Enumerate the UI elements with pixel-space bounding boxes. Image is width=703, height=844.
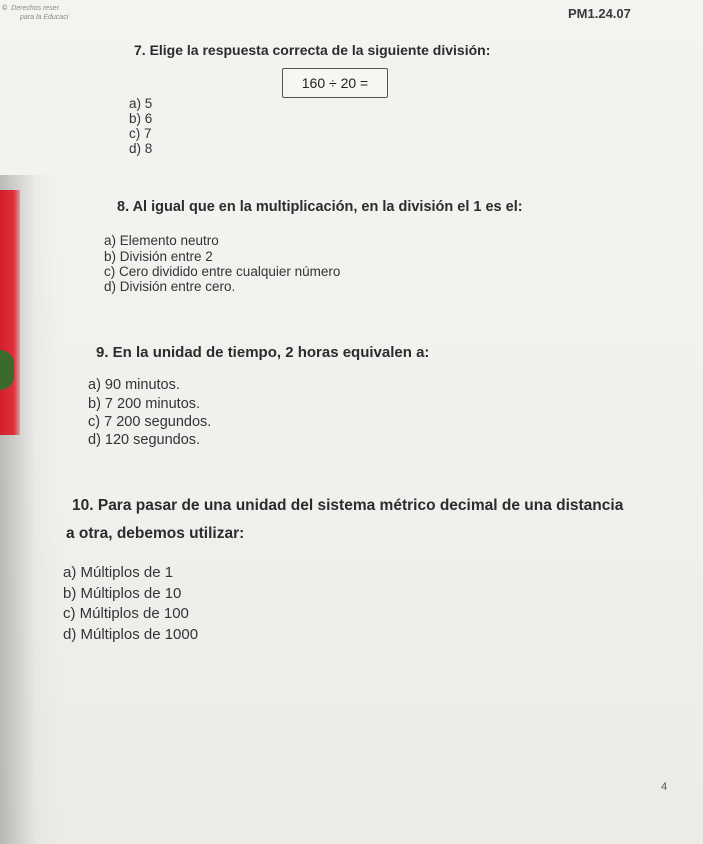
question-10-title-line-2: a otra, debemos utilizar: xyxy=(66,525,245,542)
q9-option-d: d) 120 segundos. xyxy=(88,432,201,448)
question-8-title: 8. Al igual que en la multiplicación, en la división el 1 es el: xyxy=(117,199,523,215)
stamp-line-2: para la Educaci xyxy=(20,14,69,21)
page-number: 4 xyxy=(661,781,668,793)
q9-option-c: c) 7 200 segundos. xyxy=(88,414,212,430)
red-background-object xyxy=(0,190,20,435)
question-9-title: 9. En la unidad de tiempo, 2 horas equivalen a: xyxy=(96,344,430,361)
copyright-stamp xyxy=(2,4,68,22)
q10-option-d: d) Múltiplos de 1000 xyxy=(63,626,199,643)
q10-option-c: c) Múltiplos de 100 xyxy=(63,605,189,622)
q8-option-a: a) Elemento neutro xyxy=(104,233,219,248)
q7-option-a: a) 5 xyxy=(129,96,153,111)
q10-option-a: a) Múltiplos de 1 xyxy=(63,564,174,581)
q8-option-b: b) División entre 2 xyxy=(104,249,213,264)
q9-option-b: b) 7 200 minutos. xyxy=(88,396,201,412)
question-7-title: 7. Elige la respuesta correcta de la siguiente división: xyxy=(134,42,491,58)
q10-option-b: b) Múltiplos de 10 xyxy=(63,585,182,602)
question-10-title-line-1: 10. Para pasar de una unidad del sistema métrico decimal de una distancia xyxy=(72,497,624,514)
q8-option-d: d) División entre cero. xyxy=(104,279,236,294)
q7-option-d: d) 8 xyxy=(129,141,153,156)
q7-option-b: b) 6 xyxy=(129,111,153,126)
q9-option-a: a) 90 minutos. xyxy=(88,377,180,393)
division-formula-box: 160 ÷ 20 = xyxy=(282,68,388,98)
stamp-line-1: Derechos reser xyxy=(11,5,60,12)
q7-option-c: c) 7 xyxy=(129,126,152,141)
q8-option-c: c) Cero dividido entre cualquier número xyxy=(104,264,341,279)
document-code: PM1.24.07 xyxy=(568,6,631,21)
copyright-icon: © xyxy=(2,5,8,12)
